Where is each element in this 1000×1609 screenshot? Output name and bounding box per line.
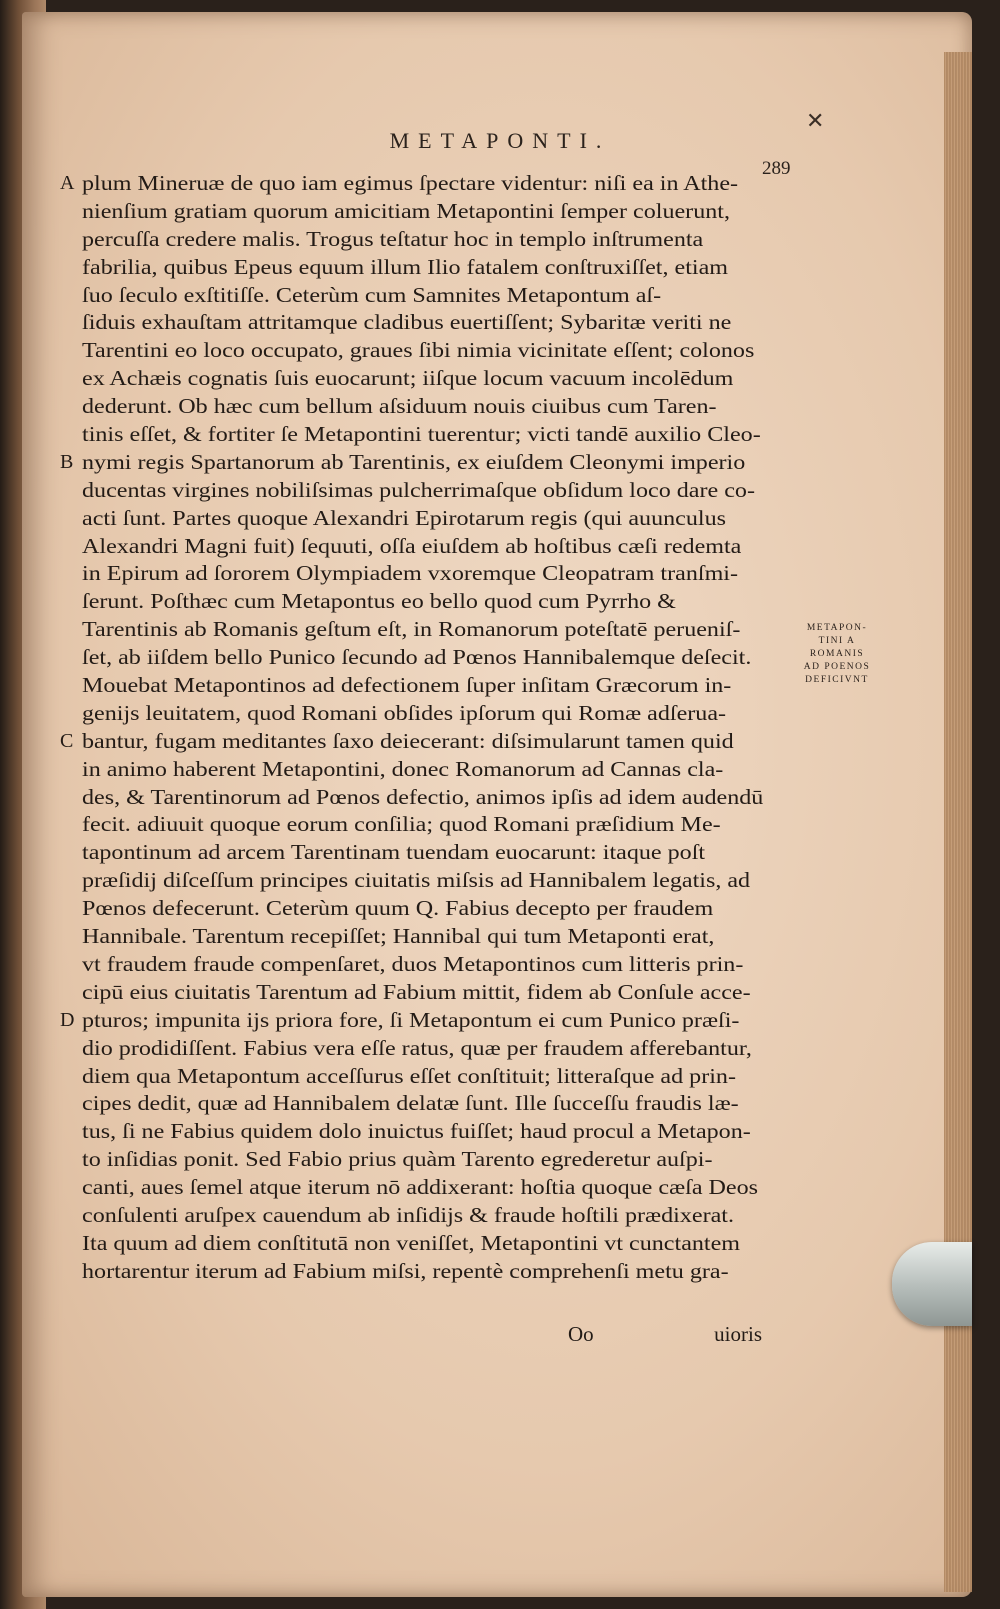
line-text: præſidij diſceſſum principes ciuitatis miſsis ad Hannibalem legatis, ad bbox=[82, 868, 751, 893]
section-letter: D bbox=[60, 1008, 75, 1031]
section-letter: B bbox=[60, 450, 74, 473]
text-line bbox=[82, 226, 782, 254]
line-text: dederunt. Ob hæc cum bellum aſsiduum nouis ciuibus cum Taren- bbox=[82, 394, 717, 419]
text-line bbox=[82, 895, 782, 923]
text-line bbox=[82, 839, 782, 867]
page-clip bbox=[892, 1242, 972, 1326]
line-text: Hannibale. Tarentum recepiſſet; Hannibal qui tum Metaponti erat, bbox=[82, 924, 715, 949]
text-line bbox=[82, 1118, 782, 1146]
text-line bbox=[82, 867, 782, 895]
text-line bbox=[60, 170, 782, 198]
line-text: percuſſa credere malis. Trogus teſtatur hoc in templo inſtrumenta bbox=[82, 226, 704, 251]
text-line bbox=[82, 1035, 782, 1063]
page-number: 289 bbox=[762, 158, 791, 179]
line-text: pturos; impunita ijs priora fore, ſi Metapontum ei cum Punico præſi- bbox=[82, 1007, 740, 1032]
text-line bbox=[82, 1146, 782, 1174]
line-text: vt fraudem fraude compenſaret, duos Metapontinos cum litteris prin- bbox=[82, 951, 744, 976]
text-line bbox=[82, 979, 782, 1007]
line-text: fabrilia, quibus Epeus equum illum Ilio fatalem conſtruxiſſet, etiam bbox=[82, 254, 728, 279]
line-text: in Epirum ad ſororem Olympiadem vxoremque Cleopatram tranſmi- bbox=[82, 561, 739, 586]
line-text: hortarentur iterum ad Fabium miſsi, repentè comprehenſi metu gra- bbox=[82, 1258, 729, 1283]
line-text: bantur, fugam meditantes ſaxo deiecerant: diſsimularunt tamen quid bbox=[82, 728, 734, 753]
text-line bbox=[82, 811, 782, 839]
marginal-note-line: METAPON- bbox=[806, 623, 868, 633]
line-text: Tarentini eo loco occupato, graues ſibi nimia vicinitate eſſent; colonos bbox=[82, 338, 755, 363]
text-line bbox=[82, 421, 782, 449]
line-text: nymi regis Spartanorum ab Tarentinis, ex eiuſdem Cleonymi imperio bbox=[82, 449, 746, 474]
text-line bbox=[82, 505, 782, 533]
text-line bbox=[82, 644, 782, 672]
text-line bbox=[82, 309, 782, 337]
text-line bbox=[82, 1258, 782, 1286]
line-text: ſuo ſeculo exſtitiſſe. Ceterùm cum Samnites Metapontum aſ- bbox=[82, 282, 662, 307]
line-text: in animo haberent Metapontini, donec Romanorum ad Cannas cla- bbox=[82, 756, 724, 781]
line-text: plum Mineruæ de quo iam egimus ſpectare videntur: niſi ea in Athe- bbox=[82, 171, 739, 195]
marginal-note-line: TINI A bbox=[818, 636, 856, 646]
line-text: tinis eſſet, & fortiter ſe Metapontini tuerentur; victi tandē auxilio Cleo- bbox=[82, 422, 761, 447]
line-text: ex Achæis cognatis ſuis euocarunt; iiſque locum vacuum incolēdum bbox=[82, 366, 734, 391]
line-text: Pœnos defecerunt. Ceterùm quum Q. Fabius decepto per fraudem bbox=[82, 896, 714, 921]
marginal-note-line: DEFICIVNT bbox=[805, 675, 869, 685]
page-footer bbox=[82, 1322, 762, 1350]
text-line bbox=[82, 337, 782, 365]
text-line bbox=[82, 533, 782, 561]
text-line bbox=[82, 477, 782, 505]
marginal-note-line: AD POENOS bbox=[803, 662, 871, 672]
line-text: cipū eius ciuitatis Tarentum ad Fabium mittit, fidem ab Conſule acce- bbox=[82, 979, 751, 1004]
line-text: cipes dedit, quæ ad Hannibalem delatæ ſunt. Ille ſucceſſu fraudis læ- bbox=[82, 1091, 739, 1116]
ink-smudge-icon: ✕ bbox=[806, 108, 825, 133]
line-text: fecit. adiuuit quoque eorum conſilia; quod Romani præſidium Me- bbox=[82, 812, 721, 837]
line-text: nienſium gratiam quorum amicitiam Metapontini ſemper coluerunt, bbox=[82, 198, 730, 223]
line-text: ſet, ab iiſdem bello Punico ſecundo ad Pœnos Hannibalemque deſecit. bbox=[82, 645, 752, 670]
text-line bbox=[82, 756, 782, 784]
text-line bbox=[82, 700, 782, 728]
text-line bbox=[82, 1202, 782, 1230]
text-line bbox=[82, 672, 782, 700]
text-line bbox=[82, 1174, 782, 1202]
line-text: diem qua Metapontum acceſſurus eſſet conſtituit; litteraſque ad prin- bbox=[82, 1063, 736, 1088]
section-letter: A bbox=[60, 172, 75, 194]
text-line bbox=[82, 1230, 782, 1258]
text-line bbox=[82, 198, 782, 226]
text-line bbox=[60, 1007, 782, 1035]
section-letter: C bbox=[60, 729, 74, 752]
line-text: ſiduis exhauſtam attritamque cladibus euertiſſent; Sybaritæ veriti ne bbox=[82, 310, 732, 335]
line-text: des, & Tarentinorum ad Pœnos defectio, animos ipſis ad idem audendū bbox=[82, 784, 764, 809]
text-line bbox=[82, 365, 782, 393]
line-text: Tarentinis ab Romanis geſtum eſt, in Romanorum poteſtatē perueniſ- bbox=[82, 617, 741, 642]
main-text-block bbox=[60, 170, 782, 1286]
line-text: canti, aues ſemel atque iterum nō addixerant: hoſtia quoque cæſa Deos bbox=[82, 1175, 759, 1200]
text-line bbox=[60, 728, 782, 756]
line-text: ducentas virgines nobiliſsimas pulcherrimaſque obſidum loco dare co- bbox=[82, 477, 755, 502]
text-line bbox=[82, 1090, 782, 1118]
running-head: METAPONTI. bbox=[389, 128, 611, 153]
text-line bbox=[82, 1063, 782, 1091]
line-text: Ita quum ad diem conſtitutā non veniſſet, Metapontini vt cunctantem bbox=[82, 1230, 741, 1255]
page-edge bbox=[944, 52, 972, 1592]
line-text: Mouebat Metapontinos ad defectionem ſuper inſitam Græcorum in- bbox=[82, 673, 732, 698]
line-text: genijs leuitatem, quod Romani obſides ipſorum qui Romæ adſerua- bbox=[82, 700, 727, 725]
text-line bbox=[82, 393, 782, 421]
line-text: acti ſunt. Partes quoque Alexandri Epirotarum regis (qui auunculus bbox=[82, 505, 726, 530]
marginal-note bbox=[793, 622, 881, 687]
text-line bbox=[82, 616, 782, 644]
marginal-note-line: ROMANIS bbox=[809, 649, 865, 659]
catchword: uioris bbox=[714, 1322, 762, 1346]
text-line bbox=[82, 784, 782, 812]
text-line bbox=[82, 923, 782, 951]
line-text: Alexandri Magni fuit) ſequuti, oſſa eiuſdem ab hoſtibus cæſi redemta bbox=[82, 533, 742, 558]
line-text: to inſidias ponit. Sed Fabio prius quàm Tarento egrederetur auſpi- bbox=[82, 1147, 713, 1172]
line-text: tus, ſi ne Fabius quidem dolo inuictus fuiſſet; haud procul a Metapon- bbox=[82, 1119, 751, 1144]
text-line bbox=[82, 588, 782, 616]
line-text: conſulenti aruſpex cauendum ab inſidijs & fraude hoſtili prædixerat. bbox=[82, 1202, 734, 1227]
text-line bbox=[60, 449, 782, 477]
text-line bbox=[82, 254, 782, 282]
text-line bbox=[82, 282, 782, 310]
text-line bbox=[82, 560, 782, 588]
line-text: ſerunt. Poſthæc cum Metapontus eo bello quod cum Pyrrho & bbox=[82, 589, 676, 614]
line-text: dio prodidiſſent. Fabius vera eſſe ratus, quæ per fraudem afferebantur, bbox=[82, 1035, 752, 1060]
signature-mark: Oo bbox=[568, 1322, 594, 1346]
text-line bbox=[82, 951, 782, 979]
line-text: tapontinum ad arcem Tarentinam tuendam euocarunt: itaque poſt bbox=[82, 840, 706, 865]
